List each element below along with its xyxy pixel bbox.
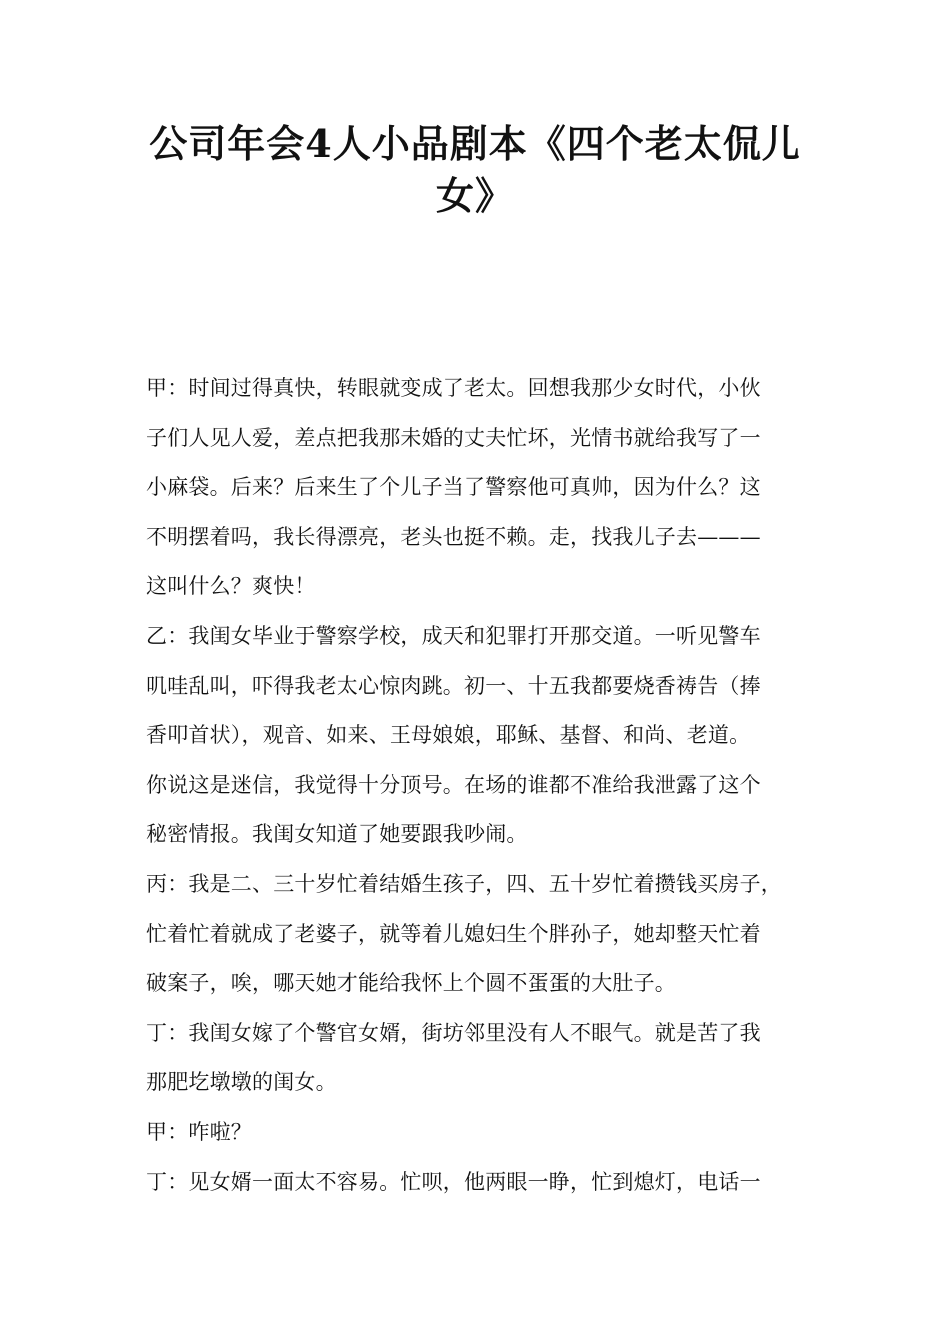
text-line: 香叩首状），观音、如来、王母娘娘，耶稣、基督、和尚、老道。 <box>146 723 751 748</box>
paragraph-yi-intro <box>146 612 806 860</box>
text-line: 秘密情报。我闺女知道了她要跟我吵闹。 <box>146 822 528 847</box>
document-title <box>140 118 810 222</box>
text-line: 破案子，唉，哪天她才能给我怀上个圆不蛋蛋的大肚子。 <box>146 971 676 996</box>
text-line: 不明摆着吗，我长得漂亮，老头也挺不赖。走，找我儿子去——— <box>146 524 761 549</box>
text-line: 丁：见女婿一面太不容易。忙呗，他两眼一睁，忙到熄灯，电话一 <box>146 1169 761 1194</box>
text-line: 这叫什么？爽快！ <box>146 574 316 599</box>
text-line: 子们人见人爱，差点把我那未婚的丈夫忙坏，光情书就给我写了一 <box>146 425 761 450</box>
text-line: 丙：我是二、三十岁忙着结婚生孩子，四、五十岁忙着攒钱买房子， <box>146 871 782 896</box>
text-line: 叽哇乱叫，吓得我老太心惊肉跳。初一、十五我都要烧香祷告（捧 <box>146 673 761 698</box>
text-line: 小麻袋。后来？后来生了个儿子当了警察他可真帅，因为什么？这 <box>146 475 761 500</box>
text-line: 你说这是迷信，我觉得十分顶号。在场的谁都不准给我泄露了这个 <box>146 772 761 797</box>
text-line: 乙：我闺女毕业于警察学校，成天和犯罪打开那交道。一听见警车 <box>146 623 761 648</box>
paragraph-bing-intro <box>146 860 806 1009</box>
text-line: 忙着忙着就成了老婆子，就等着儿媳妇生个胖孙子，她却整天忙着 <box>146 921 761 946</box>
text-line: 丁：我闺女嫁了个警官女婿，街坊邻里没有人不眼气。就是苦了我 <box>146 1020 761 1045</box>
title-line: 女》 <box>435 173 514 218</box>
text-line: 那肥圪墩墩的闺女。 <box>146 1070 337 1095</box>
paragraph-ding-intro <box>146 1009 806 1108</box>
paragraph-jia-question <box>146 1108 806 1158</box>
paragraph-ding-reply <box>146 1158 806 1208</box>
title-line: 公司年会4人小品剧本《四个老太侃儿 <box>149 121 801 166</box>
text-line: 甲：咋啦？ <box>146 1119 252 1144</box>
paragraph-jia-intro <box>146 364 806 612</box>
text-line: 甲：时间过得真快，转眼就变成了老太。回想我那少女时代，小伙 <box>146 376 761 400</box>
document-body <box>146 364 806 1207</box>
